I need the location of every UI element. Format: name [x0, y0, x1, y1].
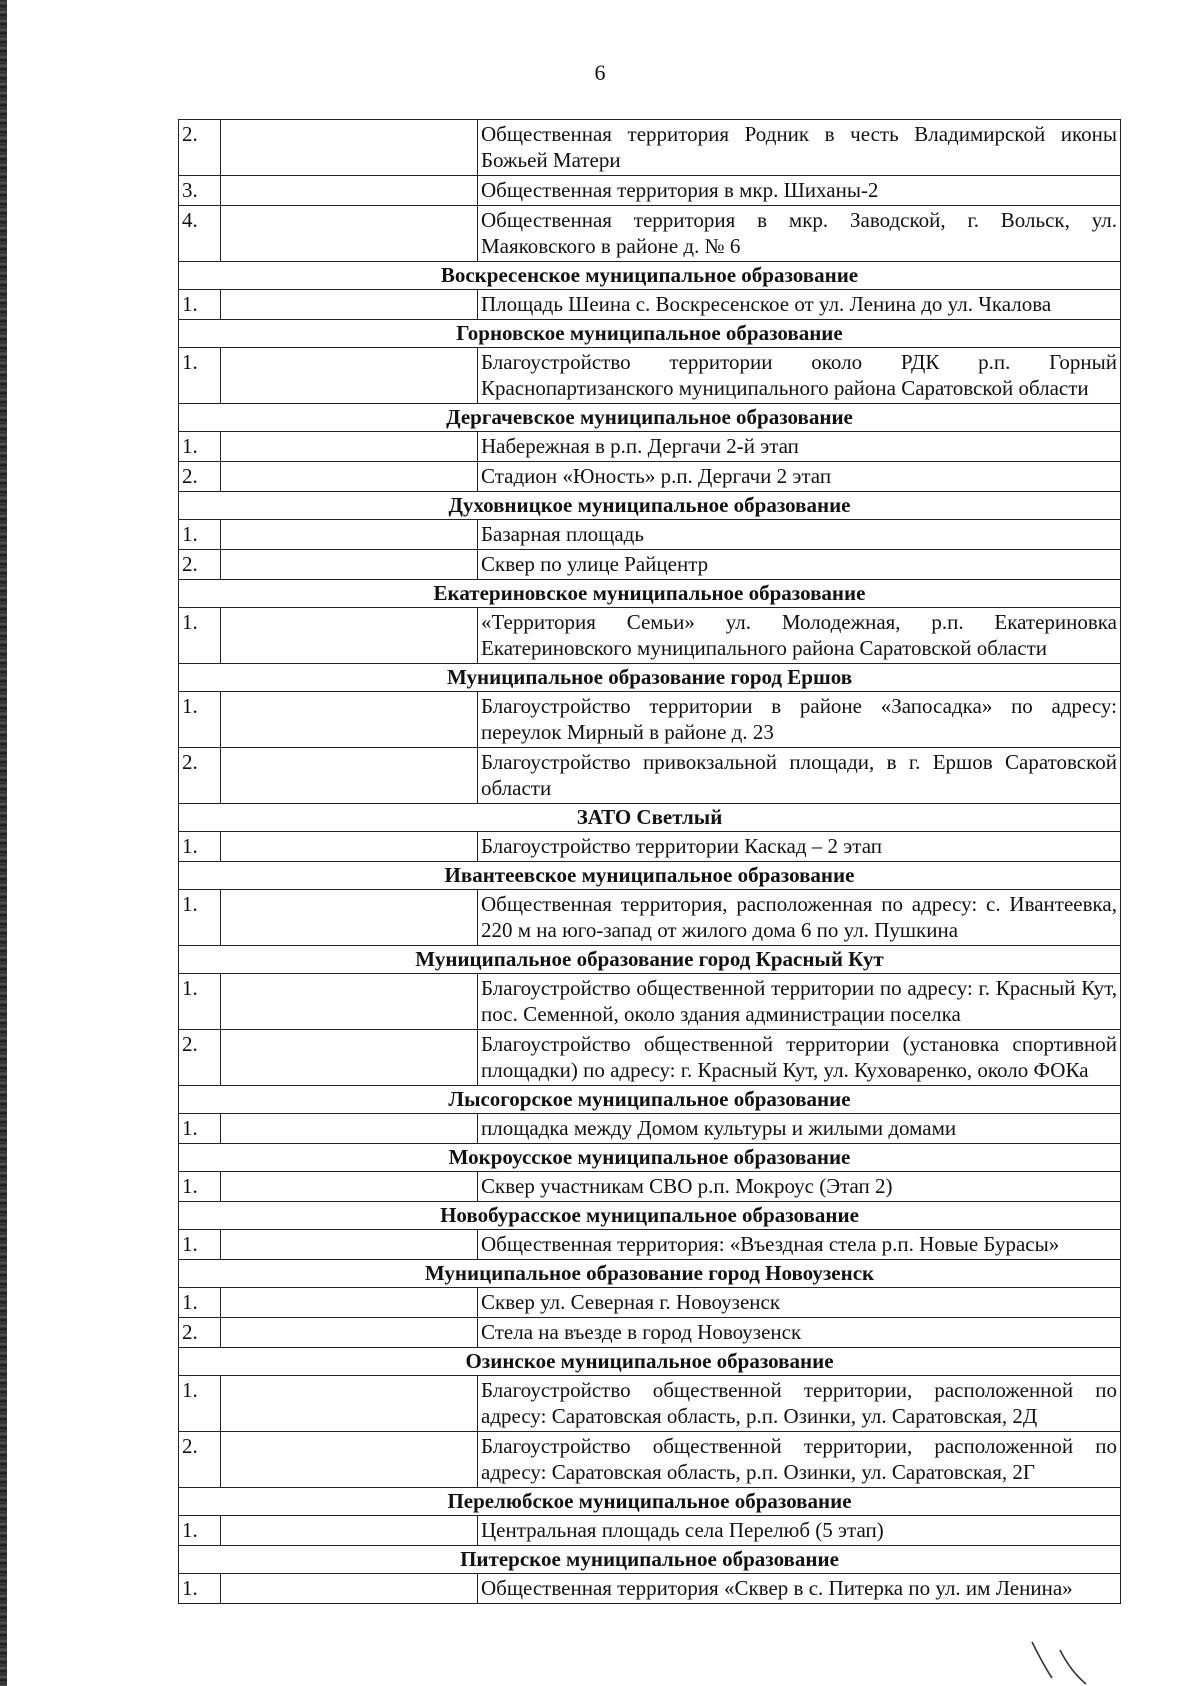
row-number: 1.: [179, 520, 221, 550]
table-row: [179, 1288, 1121, 1318]
object-description: Стадион «Юность» р.п. Дергачи 2 этап: [478, 462, 1121, 492]
empty-cell: [221, 1432, 478, 1488]
empty-cell: [221, 550, 478, 580]
pen-mark: [1030, 1640, 1090, 1686]
section-header-row: [179, 1202, 1121, 1230]
row-number: 1.: [179, 1376, 221, 1432]
object-description: Стела на въезде в город Новоузенск: [478, 1318, 1121, 1348]
object-description: Центральная площадь села Перелюб (5 этап): [478, 1516, 1121, 1546]
row-number: 2.: [179, 550, 221, 580]
row-number: 1.: [179, 1114, 221, 1144]
row-number: 2.: [179, 1432, 221, 1488]
section-title: Питерское муниципальное образование: [179, 1546, 1121, 1574]
object-description: Благоустройство территории Каскад – 2 этап: [478, 832, 1121, 862]
row-number: 1.: [179, 1288, 221, 1318]
section-title: Ивантеевское муниципальное образование: [179, 862, 1121, 890]
section-header-row: [179, 1488, 1121, 1516]
object-description: Базарная площадь: [478, 520, 1121, 550]
object-description: Благоустройство привокзальной площади, в г. Ершов Саратовской области: [478, 748, 1121, 804]
section-title: Муниципальное образование город Красный Кут: [179, 946, 1121, 974]
table-row: [179, 692, 1121, 748]
section-title: Муниципальное образование город Ершов: [179, 664, 1121, 692]
table-row: [179, 1432, 1121, 1488]
table-row: [179, 1030, 1121, 1086]
section-header-row: [179, 492, 1121, 520]
row-number: 1.: [179, 608, 221, 664]
empty-cell: [221, 290, 478, 320]
section-title: Духовницкое муниципальное образование: [179, 492, 1121, 520]
section-header-row: [179, 862, 1121, 890]
table-row: [179, 1114, 1121, 1144]
empty-cell: [221, 974, 478, 1030]
row-number: 2.: [179, 1030, 221, 1086]
section-title: ЗАТО Светлый: [179, 804, 1121, 832]
object-description: Благоустройство общественной территории по адресу: г. Красный Кут, пос. Семенной, около здания администрации поселка: [478, 974, 1121, 1030]
empty-cell: [221, 432, 478, 462]
object-description: Общественная территория в мкр. Шиханы-2: [478, 176, 1121, 206]
row-number: 1.: [179, 1516, 221, 1546]
section-title: Лысогорское муниципальное образование: [179, 1086, 1121, 1114]
empty-cell: [221, 1230, 478, 1260]
table-body: [179, 120, 1121, 1604]
row-number: 1.: [179, 348, 221, 404]
section-title: Воскресенское муниципальное образование: [179, 262, 1121, 290]
empty-cell: [221, 206, 478, 262]
empty-cell: [221, 1288, 478, 1318]
object-description: Благоустройство территории в районе «Запосадка» по адресу: переулок Мирный в районе д. 23: [478, 692, 1121, 748]
section-header-row: [179, 946, 1121, 974]
object-description: Общественная территория «Сквер в с. Питерка по ул. им Ленина»: [478, 1574, 1121, 1604]
section-header-row: [179, 804, 1121, 832]
row-number: 1.: [179, 432, 221, 462]
section-header-row: [179, 580, 1121, 608]
section-title: Озинское муниципальное образование: [179, 1348, 1121, 1376]
object-description: Благоустройство общественной территории, расположенной по адресу: Саратовская область, р.п. Озинки, ул. Саратовская, 2Д: [478, 1376, 1121, 1432]
section-header-row: [179, 1144, 1121, 1172]
object-description: Общественная территория, расположенная по адресу: с. Ивантеевка, 220 м на юго-запад от жилого дома 6 по ул. Пушкина: [478, 890, 1121, 946]
empty-cell: [221, 1318, 478, 1348]
objects-table: [178, 119, 1121, 1604]
empty-cell: [221, 1516, 478, 1546]
row-number: 3.: [179, 176, 221, 206]
row-number: 2.: [179, 748, 221, 804]
table-row: [179, 432, 1121, 462]
row-number: 1.: [179, 890, 221, 946]
object-description: Набережная в р.п. Дергачи 2-й этап: [478, 432, 1121, 462]
empty-cell: [221, 348, 478, 404]
object-description: Общественная территория в мкр. Заводской, г. Вольск, ул. Маяковского в районе д. № 6: [478, 206, 1121, 262]
section-title: Перелюбское муниципальное образование: [179, 1488, 1121, 1516]
table-row: [179, 520, 1121, 550]
row-number: 1.: [179, 974, 221, 1030]
section-header-row: [179, 404, 1121, 432]
table-row: [179, 176, 1121, 206]
table-row: [179, 748, 1121, 804]
row-number: 1.: [179, 1172, 221, 1202]
table-row: [179, 974, 1121, 1030]
section-header-row: [179, 320, 1121, 348]
table-row: [179, 1230, 1121, 1260]
row-number: 1.: [179, 692, 221, 748]
table-row: [179, 348, 1121, 404]
empty-cell: [221, 890, 478, 946]
section-title: Муниципальное образование город Новоузенск: [179, 1260, 1121, 1288]
table-row: [179, 608, 1121, 664]
empty-cell: [221, 462, 478, 492]
object-description: Благоустройство общественной территории (установка спортивной площадки) по адресу: г. Красный Кут, ул. Куховаренко, около ФОКа: [478, 1030, 1121, 1086]
section-header-row: [179, 262, 1121, 290]
object-description: Общественная территория: «Въездная стела р.п. Новые Бурасы»: [478, 1230, 1121, 1260]
section-title: Горновское муниципальное образование: [179, 320, 1121, 348]
object-description: Сквер ул. Северная г. Новоузенск: [478, 1288, 1121, 1318]
object-description: Сквер участникам СВО р.п. Мокроус (Этап 2): [478, 1172, 1121, 1202]
empty-cell: [221, 1376, 478, 1432]
section-title: Новобурасское муниципальное образование: [179, 1202, 1121, 1230]
section-header-row: [179, 1260, 1121, 1288]
row-number: 2.: [179, 462, 221, 492]
section-header-row: [179, 1546, 1121, 1574]
row-number: 2.: [179, 1318, 221, 1348]
empty-cell: [221, 748, 478, 804]
table-row: [179, 206, 1121, 262]
row-number: 1.: [179, 1230, 221, 1260]
table-row: [179, 832, 1121, 862]
object-description: площадка между Домом культуры и жилыми домами: [478, 1114, 1121, 1144]
table-row: [179, 1516, 1121, 1546]
object-description: Благоустройство общественной территории, расположенной по адресу: Саратовская область, р.п. Озинки, ул. Саратовская, 2Г: [478, 1432, 1121, 1488]
section-title: Дергачевское муниципальное образование: [179, 404, 1121, 432]
page-number: 6: [594, 60, 606, 85]
empty-cell: [221, 1574, 478, 1604]
empty-cell: [221, 120, 478, 176]
row-number: 1.: [179, 290, 221, 320]
object-description: Общественная территория Родник в честь Владимирской иконы Божьей Матери: [478, 120, 1121, 176]
row-number: 4.: [179, 206, 221, 262]
empty-cell: [221, 1114, 478, 1144]
section-title: Мокроусское муниципальное образование: [179, 1144, 1121, 1172]
table-row: [179, 120, 1121, 176]
row-number: 1.: [179, 1574, 221, 1604]
row-number: 1.: [179, 832, 221, 862]
table-row: [179, 550, 1121, 580]
empty-cell: [221, 832, 478, 862]
section-title: Екатериновское муниципальное образование: [179, 580, 1121, 608]
section-header-row: [179, 1086, 1121, 1114]
table-row: [179, 462, 1121, 492]
table-row: [179, 1574, 1121, 1604]
section-header-row: [179, 1348, 1121, 1376]
table-row: [179, 1376, 1121, 1432]
scan-edge: [0, 0, 7, 1686]
table-row: [179, 890, 1121, 946]
object-description: Благоустройство территории около РДК р.п. Горный Краснопартизанского муниципального района Саратовской области: [478, 348, 1121, 404]
empty-cell: [221, 1030, 478, 1086]
object-description: «Территория Семьи» ул. Молодежная, р.п. Екатериновка Екатериновского муниципального района Саратовской области: [478, 608, 1121, 664]
table-row: [179, 1172, 1121, 1202]
row-number: 2.: [179, 120, 221, 176]
table-row: [179, 1318, 1121, 1348]
object-description: Сквер по улице Райцентр: [478, 550, 1121, 580]
empty-cell: [221, 520, 478, 550]
empty-cell: [221, 176, 478, 206]
empty-cell: [221, 1172, 478, 1202]
object-description: Площадь Шеина с. Воскресенское от ул. Ленина до ул. Чкалова: [478, 290, 1121, 320]
section-header-row: [179, 664, 1121, 692]
empty-cell: [221, 692, 478, 748]
empty-cell: [221, 608, 478, 664]
table-row: [179, 290, 1121, 320]
